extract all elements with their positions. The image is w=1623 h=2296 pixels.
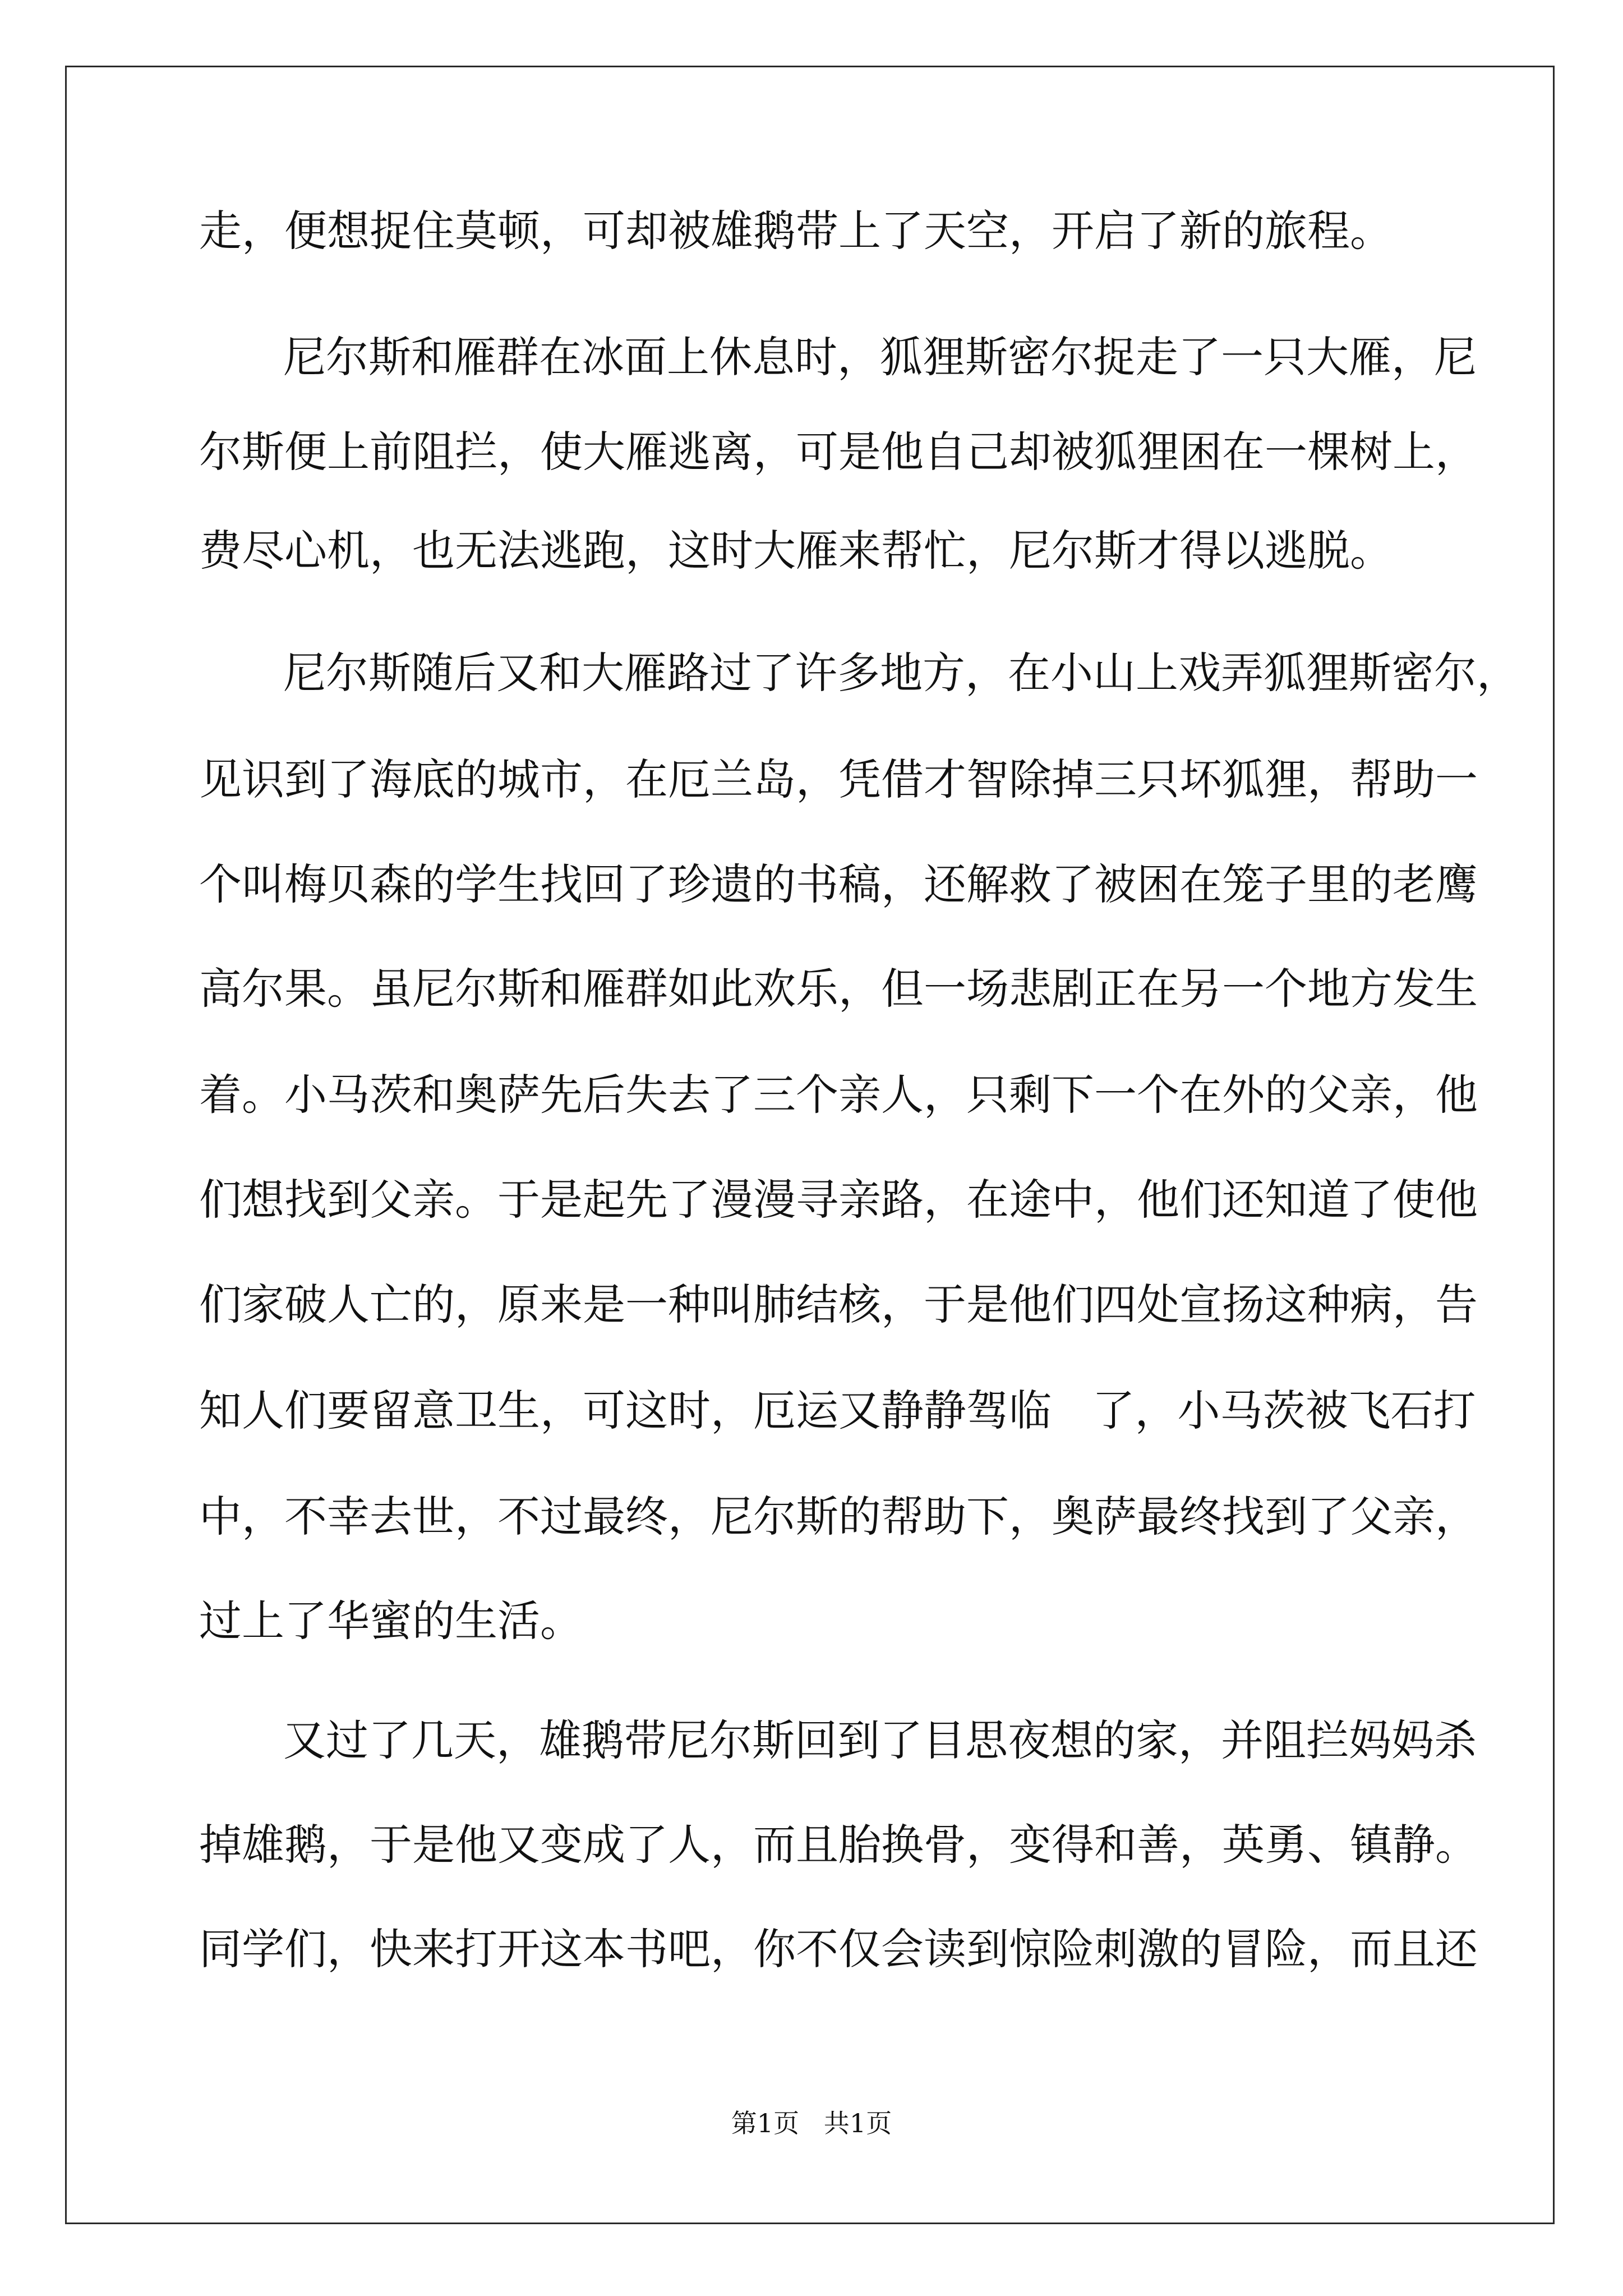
text-line-7: 个叫梅贝森的学生找回了珍遗的书稿，还解救了被困在笼子里的老鹰 [199, 859, 1478, 909]
text-line-11: 们家破人亡的，原来是一种叫肺结核，于是他们四处宣扬这种病，告 [199, 1280, 1478, 1329]
text-line-3: 尔斯便上前阻拦，使大雁逃离，可是他自己却被狐狸困在一棵树上， [199, 427, 1478, 477]
text-line-6: 见识到了海底的城市，在厄兰岛，凭借才智除掉三只坏狐狸，帮助一 [199, 754, 1478, 804]
text-line-14: 过上了华蜜的生活。 [199, 1596, 583, 1646]
text-line-16: 掉雄鹅，于是他又变成了人，而且胎换骨，变得和善，英勇、镇静。 [199, 1820, 1478, 1870]
text-line-8: 高尔果。虽尼尔斯和雁群如此欢乐，但一场悲剧正在另一个地方发生 [199, 964, 1478, 1014]
text-line-4: 费尽心机，也无法逃跑，这时大雁来帮忙，尼尔斯才得以逃脱。 [199, 526, 1393, 576]
text-line-12: 知人们要留意卫生，可这时，厄运又静静驾临 了，小马茨被飞石打 [199, 1386, 1476, 1435]
text-line-17: 同学们，快来打开这本书吧，你不仅会读到惊险刺激的冒险，而且还 [199, 1924, 1478, 1974]
text-line-9: 着。小马茨和奥萨先后失去了三个亲人，只剩下一个在外的父亲，他 [199, 1070, 1478, 1120]
text-line-13: 中，不幸去世，不过最终，尼尔斯的帮助下，奥萨最终找到了父亲， [199, 1492, 1478, 1542]
text-line-1: 走，便想捉住莫顿，可却被雄鹅带上了天空，开启了新的旅程。 [199, 206, 1393, 256]
text-line-15: 又过了几天，雄鹅带尼尔斯回到了目思夜想的家，并阻拦妈妈杀 [283, 1715, 1477, 1765]
text-line-5: 尼尔斯随后又和大雁路过了许多地方，在小山上戏弄狐狸斯密尔， [283, 648, 1519, 698]
text-line-2: 尼尔斯和雁群在冰面上休息时，狐狸斯密尔捉走了一只大雁，尼 [283, 332, 1477, 382]
text-line-10: 们想找到父亲。于是起先了漫漫寻亲路，在途中，他们还知道了使他 [199, 1175, 1478, 1225]
page-border [65, 66, 1555, 2224]
page-number-footer: 第1页 共1页 [731, 2108, 892, 2138]
